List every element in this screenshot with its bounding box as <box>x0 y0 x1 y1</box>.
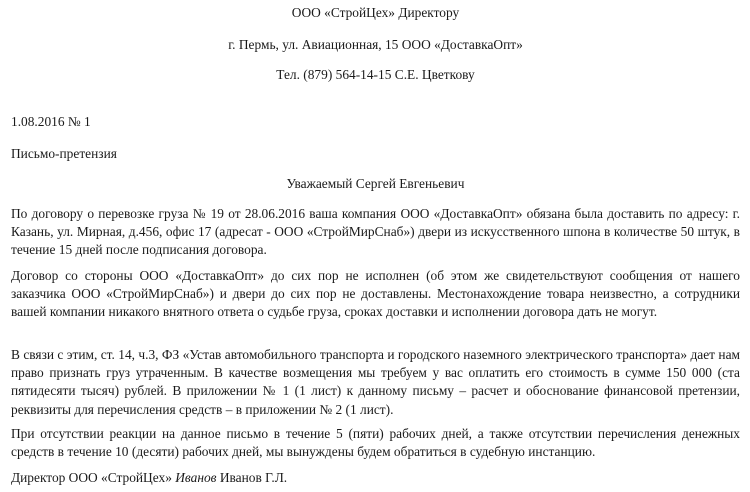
paragraph-3: В связи с этим, ст. 14, ч.3, ФЗ «Устав автомобильного транспорта и городского наземного электрического транспорта» дает нам право признать груз утраченным. В качестве возмещения мы требуем у вас оплатить его стоимость в сумме 150 000 (ста пятидесяти тысяч) рублей. В приложении № 1 (1 лист) к данному письму – расчет и обоснование финансовой претензии, реквизиты для перечисления средств – в приложении № 2 (1 лист). <box>11 347 740 417</box>
header-line-2: г. Пермь, ул. Авиационная, 15 ООО «ДоставкаОпт» <box>228 37 523 52</box>
paragraph-2: Договор со стороны ООО «ДоставкаОпт» до сих пор не исполнен (об этом же свидетельствуют сообщения от нашего заказчика ООО «СтройМирСнаб») и двери до сих пор не доставлены. Местонахождение товара неизвестно, а сотрудники вашей компании никакого внятного ответа о судьбе груза, сроках доставки и исполнении договора дать не могут. <box>11 268 740 320</box>
signature-title: Директор ООО «СтройЦех» <box>11 470 172 485</box>
paragraph-4: При отсутствии реакции на данное письмо в течение 5 (пяти) рабочих дней, а также отсутствии перечисления денежных средств в течение 10 (десяти) рабочих дней, мы вынуждены будем обратиться в судебную инстанцию. <box>11 426 740 460</box>
signatory-name: Иванов Г.Л. <box>219 470 288 485</box>
header-line-3: Тел. (879) 564-14-15 С.Е. Цветкову <box>276 67 475 82</box>
signature-line <box>11 469 287 487</box>
header-line-1: ООО «СтройЦех» Директору <box>291 5 460 20</box>
greeting: Уважаемый Сергей Евгеньевич <box>286 176 465 191</box>
document-type: Письмо-претензия <box>11 146 117 161</box>
handwritten-signature: Иванов <box>175 470 217 485</box>
date-number: 1.08.2016 № 1 <box>11 114 91 129</box>
paragraph-1: По договору о перевозке груза № 19 от 28.06.2016 ваша компания ООО «ДоставкаОпт» обязана была доставить по адресу: г. Казань, ул. Мирная, д.456, офис 17 (адресат - ООО «СтройМирСнаб») двери из искусственного шпона в количестве 50 штук, в течение 15 дней после подписания договора. <box>11 206 740 258</box>
letter-page <box>11 0 740 492</box>
